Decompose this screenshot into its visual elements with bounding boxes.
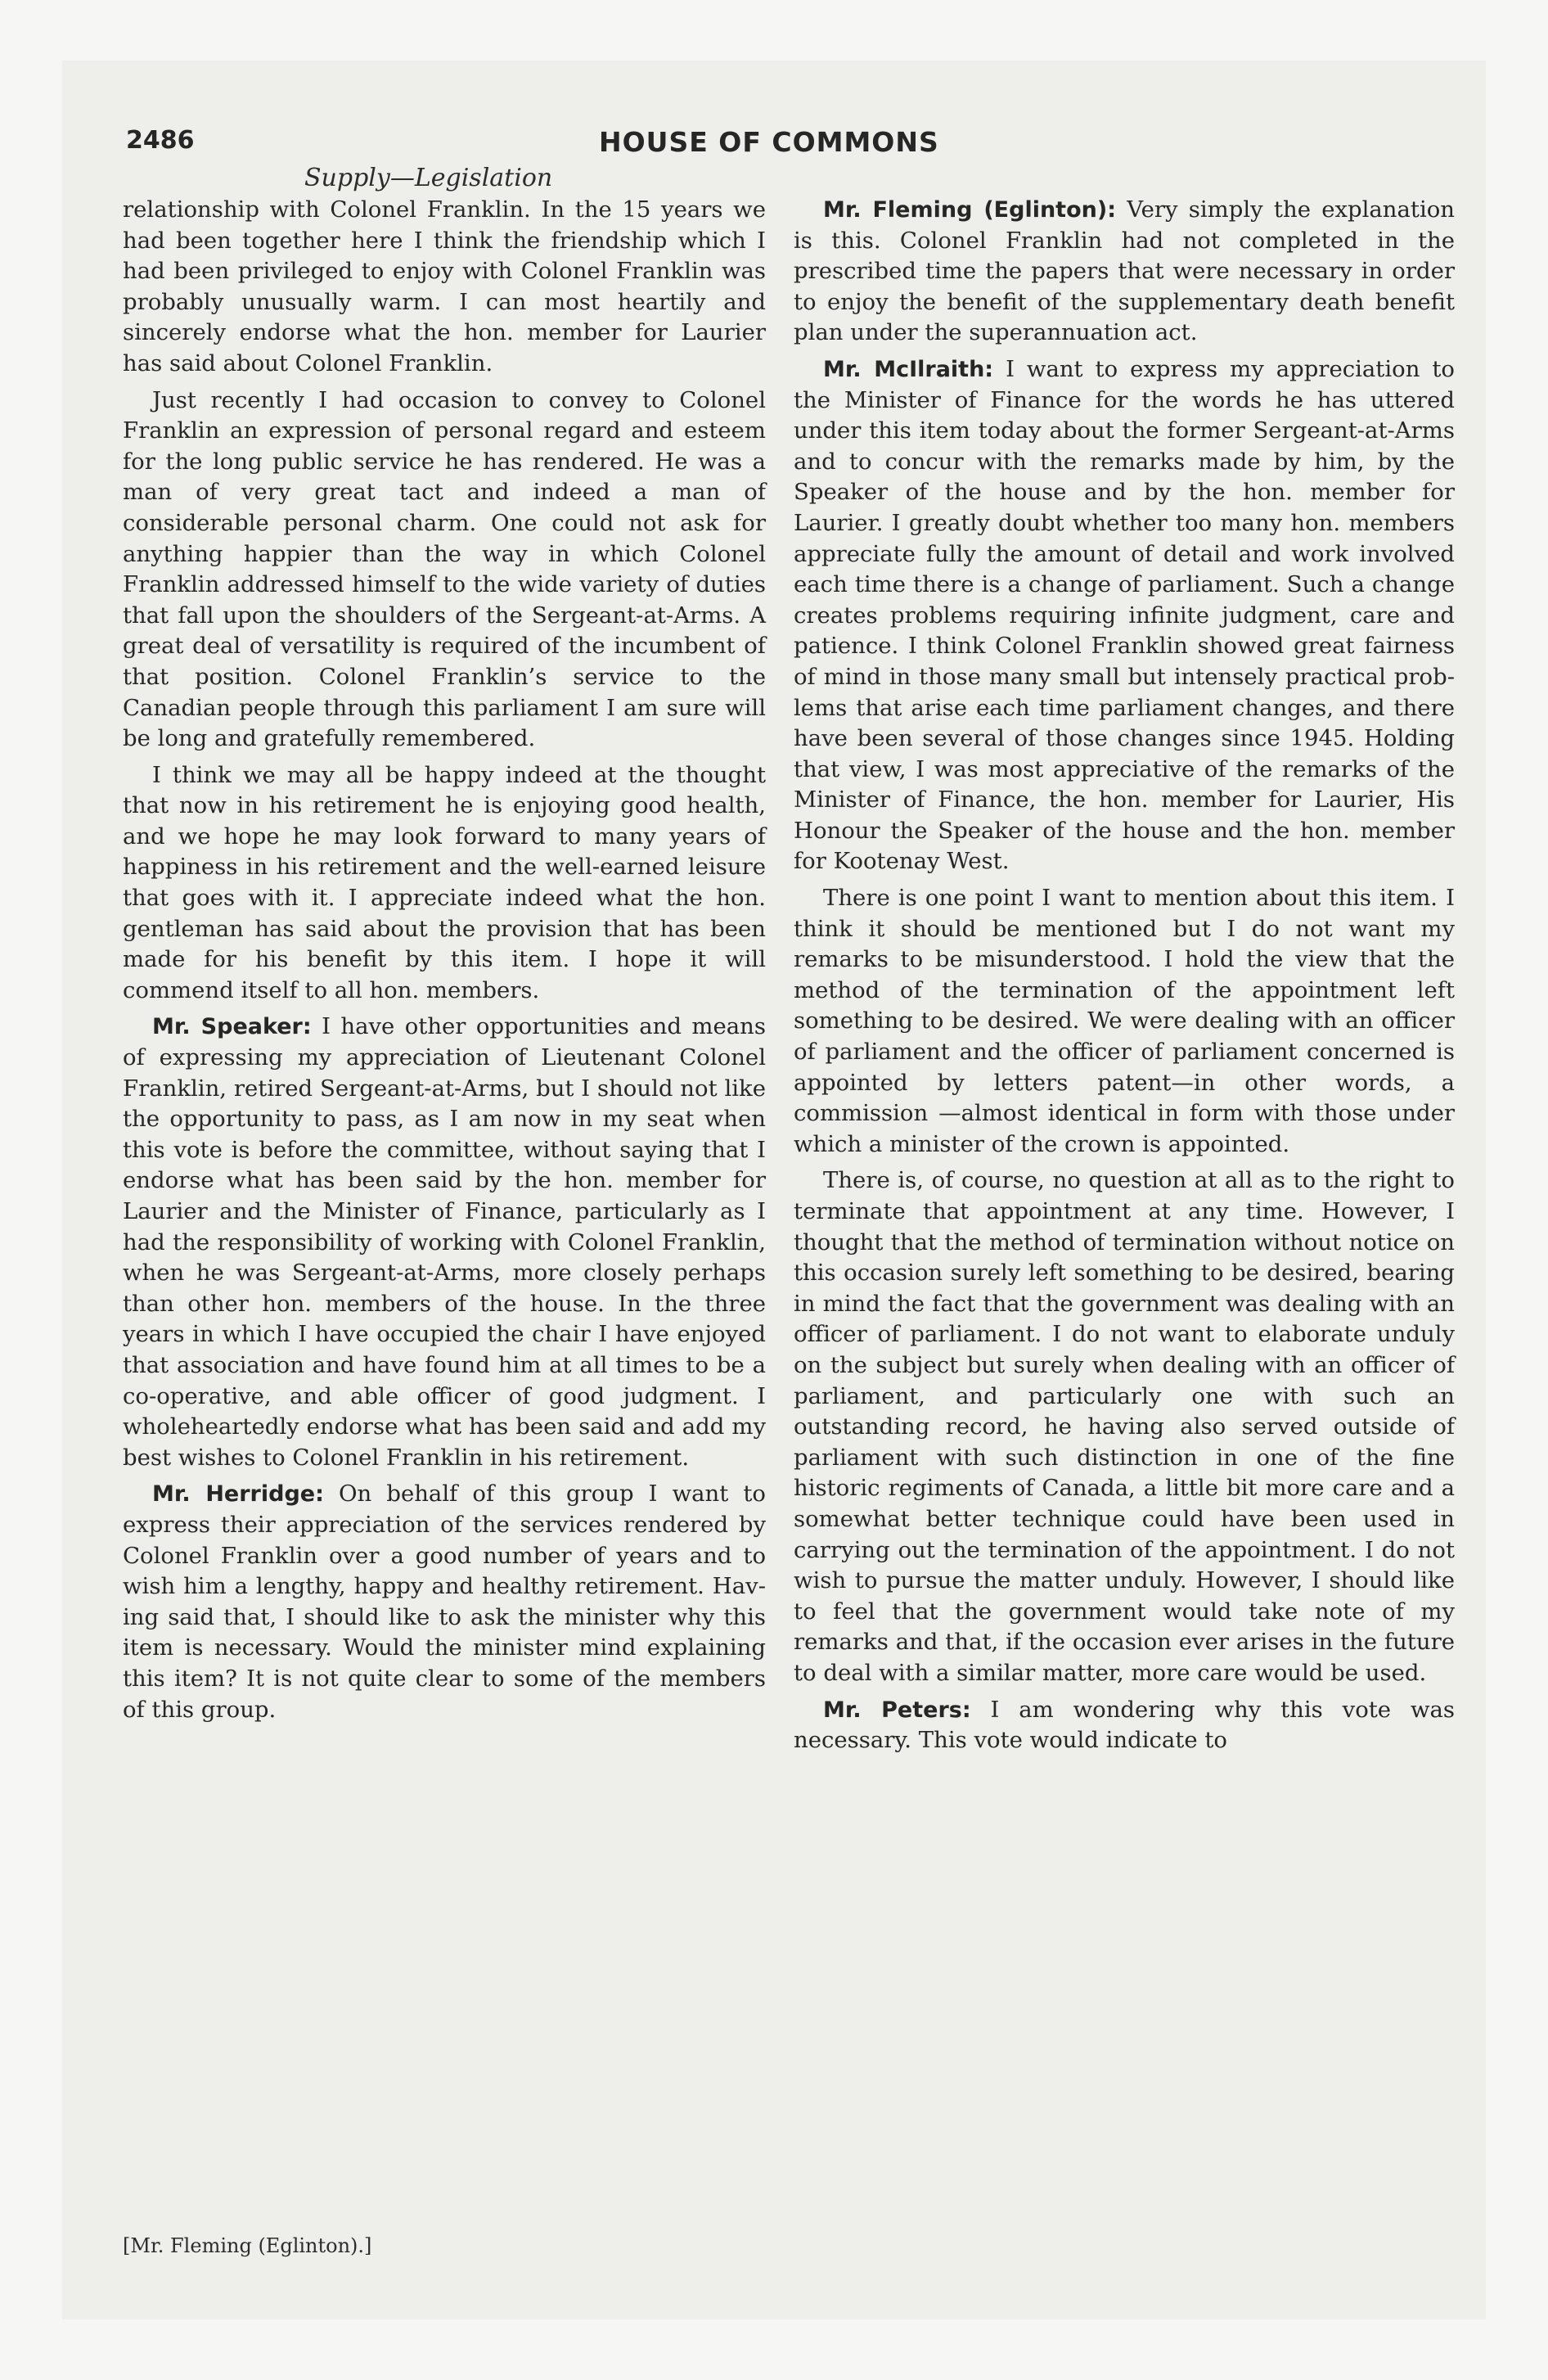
speaker-name: Mr. Speaker: [152, 1014, 312, 1040]
speaker-name: Mr. Herridge: [152, 1481, 324, 1508]
speaker-name: Mr. McIlraith: [823, 356, 994, 382]
paragraph-text: There is, of course, no question at all as to the right to terminate that appointment at any time. However, I thought that the method of termination without notice on this occasion surely left something to be desired, bearing in mind the fact that the government was dealing with an officer of parliament. I do not want to elaborate unduly on the subject but surely when dealing with an officer of parliament, and particularly one with such an outstanding record, he having also served outside of parliament with such distinction in one of the fine historic regiments of Canada, a little bit more care and a somewhat better technique could have been used in carrying out the termination of the appointment. I do not wish to pursue the matter unduly. However, I should like to feel that the government would take note of my remarks and that, if the occasion ever arises in the future to deal with a similar matter, more care would be used. [794, 1167, 1455, 1686]
speaker-name: Mr. Peters: [823, 1697, 971, 1723]
paragraph [794, 195, 1455, 349]
paragraph-text: I want to express my appreciation to the Minister of Finance for the words he has uttered under this item today about the former Sergeant-at-Arms and to concur with the remarks made by him, by the Speaker of the house and by the hon. member for Laurier. I greatly doubt whether too many hon. members appreciate fully the amount of detail and work involved each time there is a change of parliament. Such a change creates problems requiring infinite judgment, care and patience. I think Colonel Franklin showed great fairness of mind in those many small but intensely practical problems that arise each time parliament changes, and there have been several of those changes since 1945. Holding that view, I was most appreciative of the remarks of the Minister of Finance, the hon. member for Laurier, His Honour the Speaker of the house and the hon. member for Kootenay West. [794, 355, 1455, 875]
paragraph-text: Very simply the explanation is this. Colonel Franklin had not completed in the prescribed time the papers that were necessary in order to enjoy the benefit of the supplementary death benefit plan under the superannuation act. [794, 196, 1456, 346]
paragraph-text: relationship with Colonel Franklin. In the 15 years we had been together here I think the friendship which I had been privileged to enjoy with Colonel Franklin was probably unusually warm. I can most heartily and sincerely endorse what the hon. member for Laurier has said about Colonel Franklin. [123, 196, 766, 376]
paragraph-text: On behalf of this group I want to express their appreciation of the services rendered by Colonel Franklin over a good number of years and to wish him a lengthy, happy and healthy retirement. Having said that, I should like to ask the minister why this item is necessary. Would the minister mind explaining this item? It is not quite clear to some of the members of this group. [123, 1481, 766, 1723]
footer-attribution: [Mr. Fleming (Eglinton).] [123, 2234, 372, 2257]
paragraph [794, 354, 1455, 877]
left-column [123, 195, 766, 1725]
paragraph [123, 1479, 766, 1725]
paragraph-text: There is one point I want to mention about this item. I think it should be mentioned but I do not want my remarks to be misunderstood. I hold the view that the method of the termination of the appointment left something to be desired. We were dealing with an officer of parliament and the officer of parliament concerned is appointed by letters patent—in other words, a commission —almost identical in form with those under which a minister of the crown is appointed. [794, 885, 1455, 1157]
section-subtitle: Supply—Legislation [304, 164, 553, 192]
paragraph-text: I have other opportunities and means of expressing my appreciation of Lieutenant Colonel Franklin, retired Sergeant-at-Arms, but I should not like the opportunity to pass, as I am now in my seat when this vote is before the committee, without saying that I endorse what has been said by the hon. member for Laurier and the Minister of Finance, particularly as I had the responsibility of working with Colonel Franklin, when he was Sergeant-at-Arms, more closely perhaps than other hon. members of the house. In the three years in which I have occupied the chair I have enjoyed that association and have found him at all times to be a co-operative, and able officer of good judgment. I wholeheartedly endorse what has been said and add my best wishes to Colonel Franklin in his retirement. [123, 1013, 766, 1471]
page-number: 2486 [126, 126, 195, 155]
speaker-name: Mr. Fleming (Eglinton): [823, 197, 1116, 223]
paragraph [794, 883, 1455, 1160]
paragraph [123, 1012, 766, 1473]
paragraph [794, 1695, 1455, 1756]
paragraph [794, 1165, 1455, 1688]
paragraph [123, 385, 766, 755]
running-header: HOUSE OF COMMONS [599, 126, 939, 158]
paragraph [123, 760, 766, 1007]
paragraph-text: Just recently I had occasion to convey to Colonel Franklin an expression of personal regard and esteem for the long public service he has rendered. He was a man of very great tact and indeed a man of considerable personal charm. One could not ask for anything happier than the way in which Colonel Franklin addressed himself to the wide variety of duties that fall upon the shoulders of the Sergeant-at-Arms. A great deal of versatility is required of the incumbent of that position. Colonel Franklin’s service to the Canadian people through this parliament I am sure will be long and gratefully remembered. [123, 386, 766, 752]
right-column [794, 195, 1455, 1756]
paragraph [123, 195, 766, 380]
paragraph-text: I am wondering why this vote was necessary. This vote would indicate to [794, 1696, 1455, 1754]
paragraph-text: I think we may all be happy indeed at the thought that now in his retirement he is enjoying good health, and we hope he may look forward to many years of happiness in his retirement and the well-earned leisure that goes with it. I appreciate indeed what the hon. gentleman has said about the provision that has been made for his benefit by this item. I hope it will commend itself to all hon. members. [123, 761, 766, 1003]
